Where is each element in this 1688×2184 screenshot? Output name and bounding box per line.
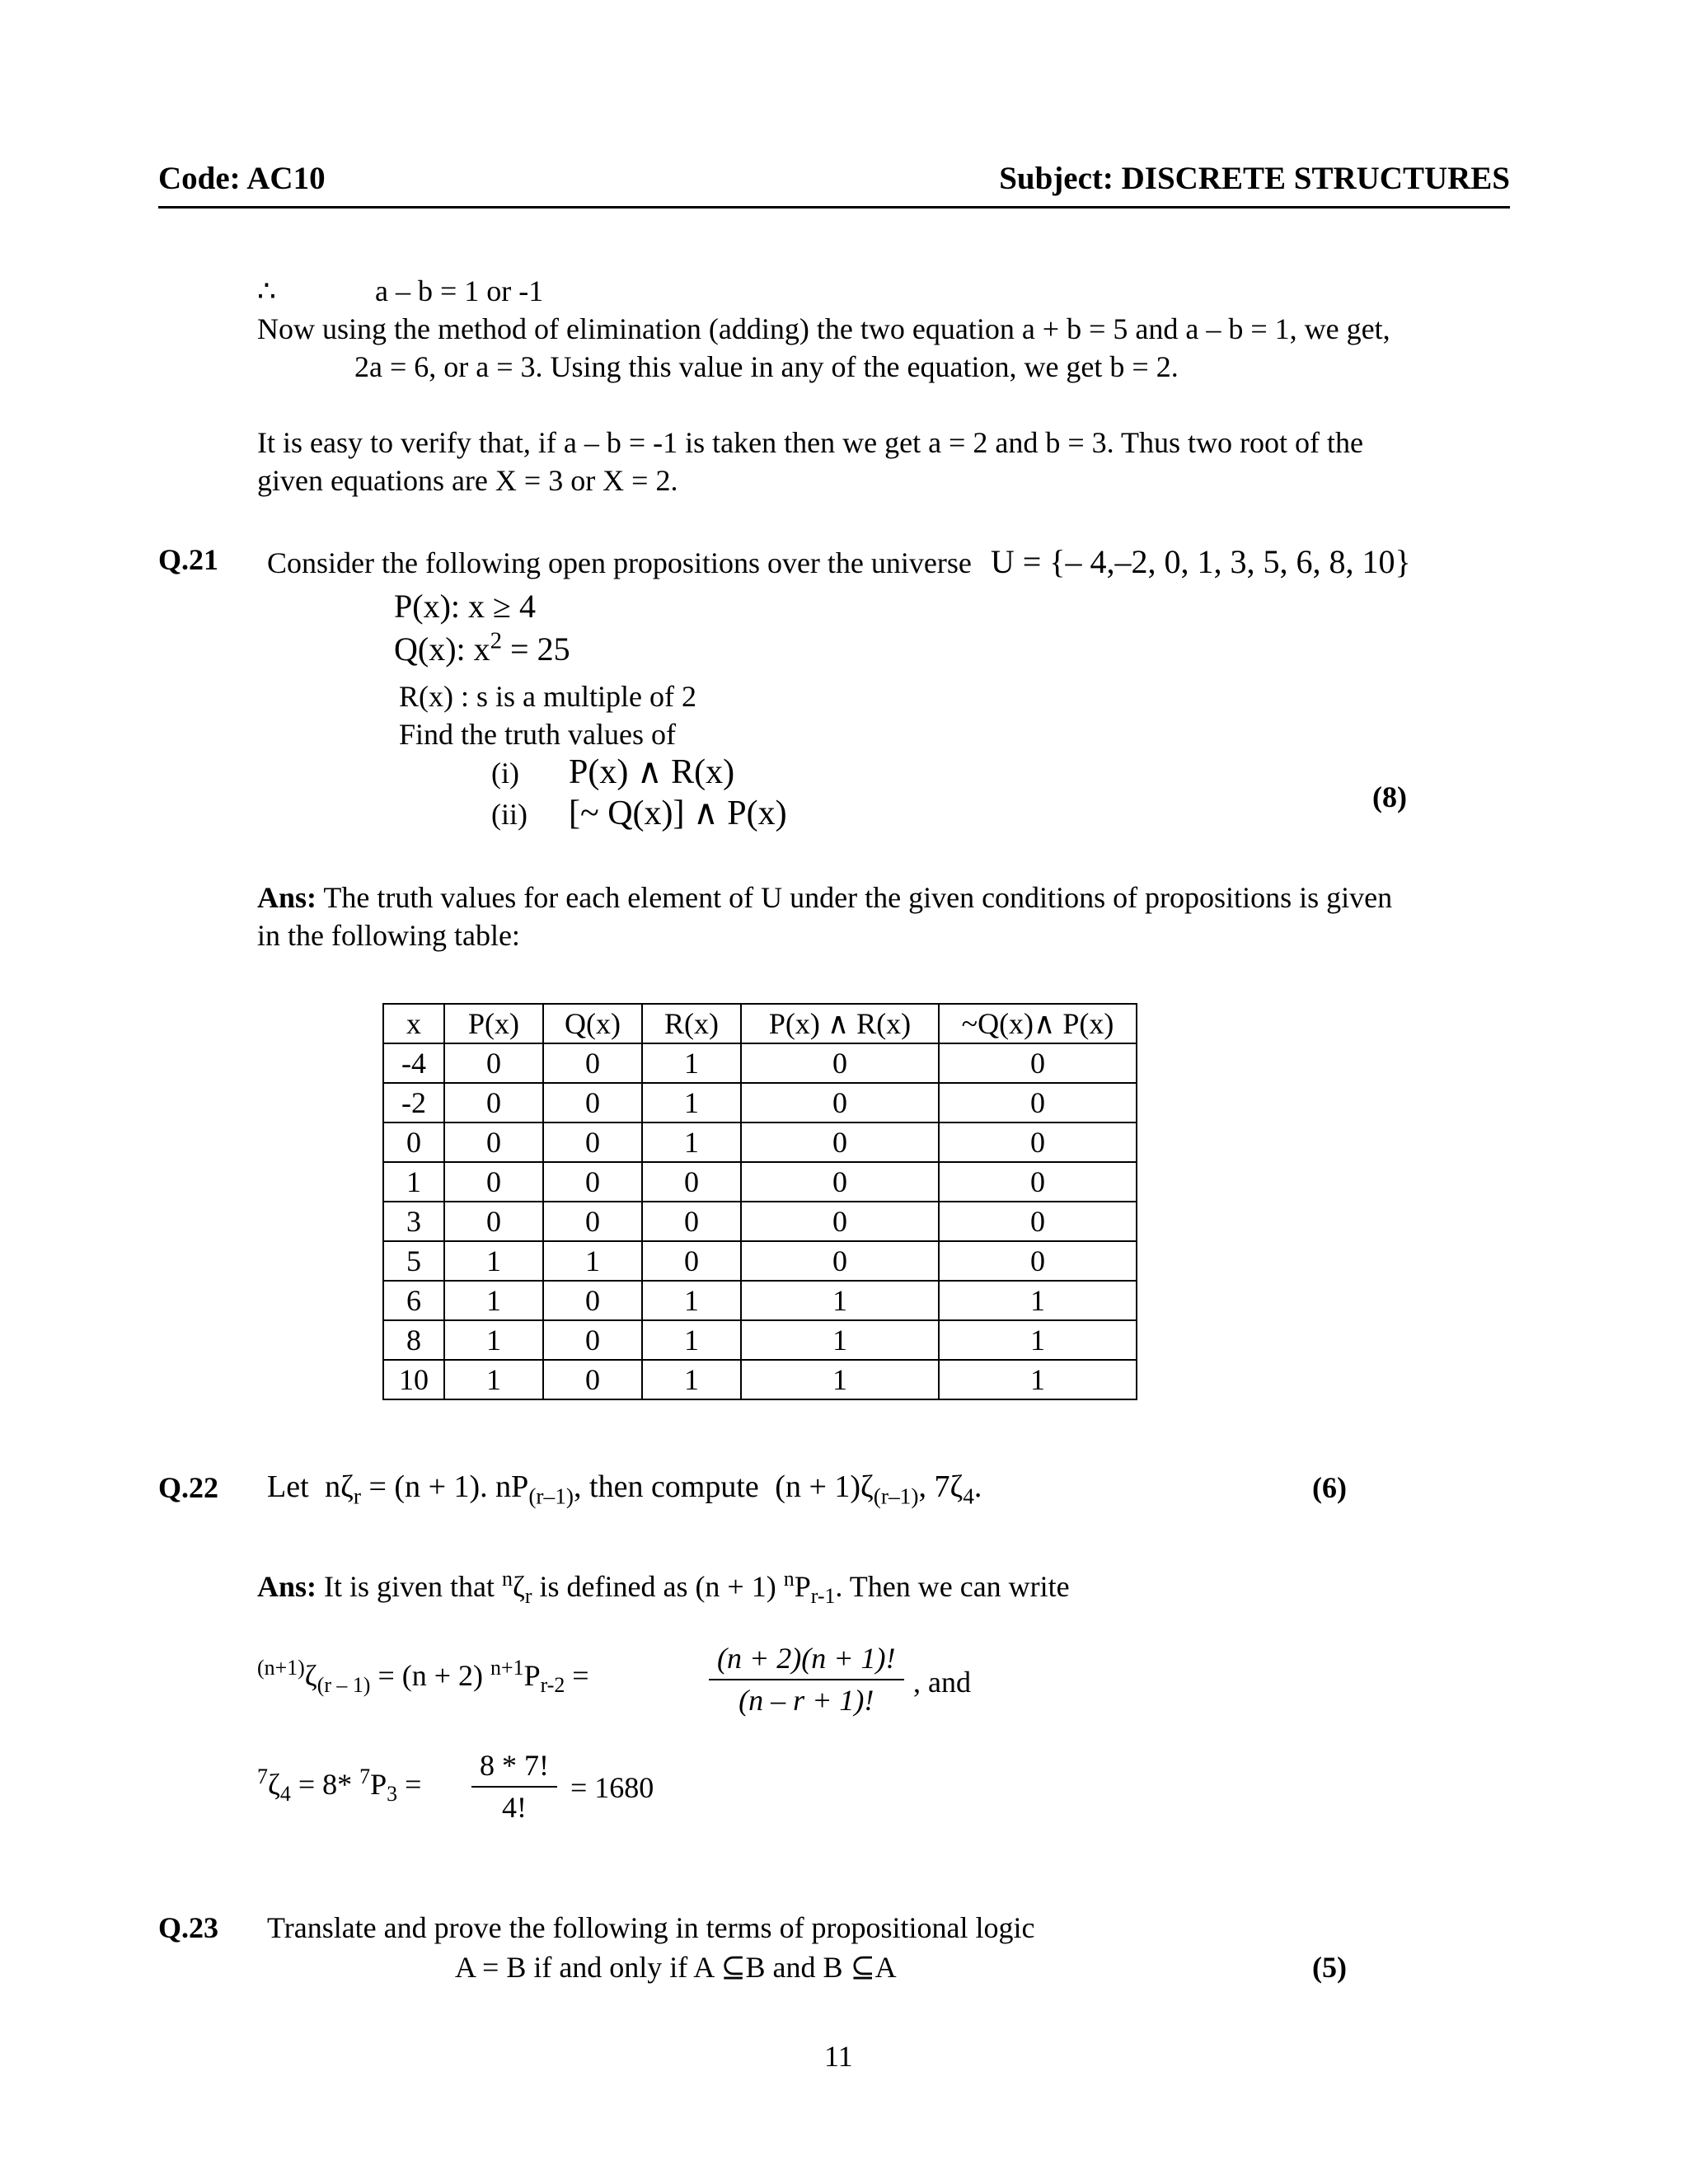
subscript: (r – 1) xyxy=(316,1673,371,1698)
header-rule xyxy=(158,206,1510,209)
fraction-numerator: (n + 2)(n + 1)! xyxy=(709,1638,904,1680)
equation-one xyxy=(257,1656,589,1698)
then-compute: , then compute xyxy=(574,1469,759,1504)
expression-ii: [~ Q(x)] ∧ P(x) xyxy=(569,794,787,832)
question-text: Translate and prove the following in terms of propositional logic xyxy=(267,1911,1035,1944)
compute-term: , 7ζ xyxy=(918,1469,964,1504)
superscript: n xyxy=(783,1567,795,1591)
instruction-text: Find the truth values of xyxy=(399,718,676,751)
table-cell: 1 xyxy=(939,1320,1137,1360)
subject-title: Subject: DISCRETE STRUCTURES xyxy=(999,161,1510,196)
subscript: 3 xyxy=(387,1782,398,1807)
table-cell: 1 xyxy=(642,1320,741,1360)
zeta-symbol: ζ xyxy=(512,1570,525,1603)
question-statement: Consider the following open propositions over the universe xyxy=(267,546,972,579)
table-cell: 0 xyxy=(444,1122,543,1162)
answer-body: It is given that xyxy=(316,1570,502,1603)
table-cell: 1 xyxy=(444,1241,543,1281)
subscript: 4 xyxy=(279,1782,291,1807)
answer-text xyxy=(257,1567,1070,1609)
proposition-p: P(x): x ≥ 4 xyxy=(394,588,536,625)
paragraph-line: It is easy to verify that, if a – b = -1 is taken then we get a = 2 and b = 3. Thus two root of the xyxy=(257,426,1363,459)
table-cell: 0 xyxy=(543,1281,642,1320)
table-row xyxy=(383,1320,1137,1360)
paragraph-line: given equations are X = 3 or X = 2. xyxy=(257,464,678,497)
fraction-body xyxy=(471,1746,557,1827)
equation-two xyxy=(257,1765,422,1807)
fraction-denominator: 4! xyxy=(502,1790,527,1824)
table-cell: 0 xyxy=(939,1083,1137,1122)
table-header-row xyxy=(383,1004,1137,1043)
question-text xyxy=(267,1467,982,1507)
permutation-symbol: P xyxy=(370,1768,387,1801)
therefore-symbol: ∴ xyxy=(257,274,276,307)
subscript: r-2 xyxy=(540,1673,565,1698)
table-cell: 0 xyxy=(642,1162,741,1202)
table-cell: 1 xyxy=(939,1360,1137,1399)
universe-set: U = {– 4,–2, 0, 1, 3, 5, 6, 8, 10} xyxy=(990,543,1411,580)
table-cell: 0 xyxy=(741,1122,939,1162)
table-cell: 1 xyxy=(642,1043,741,1083)
table-row xyxy=(383,1043,1137,1083)
table-cell: 0 xyxy=(543,1320,642,1360)
table-cell: -4 xyxy=(383,1043,444,1083)
table-row xyxy=(383,1162,1137,1202)
proposition-r: R(x) : s is a multiple of 2 xyxy=(399,680,696,713)
table-cell: 0 xyxy=(741,1241,939,1281)
column-header: P(x) ∧ R(x) xyxy=(741,1004,939,1043)
answer-label: Ans: xyxy=(257,1570,317,1603)
table-cell: 0 xyxy=(741,1083,939,1122)
superscript: n xyxy=(502,1567,513,1591)
table-cell: 0 xyxy=(939,1162,1137,1202)
proposition-q-base: Q(x): x xyxy=(394,630,490,668)
equals-sign: = xyxy=(565,1659,589,1692)
answer-label: Ans: xyxy=(257,881,317,914)
table-cell: 0 xyxy=(383,1122,444,1162)
table-cell: 1 xyxy=(741,1281,939,1320)
question-text xyxy=(267,541,1411,583)
table-cell: 0 xyxy=(543,1122,642,1162)
table-cell: -2 xyxy=(383,1083,444,1122)
question-number: Q.23 xyxy=(158,1911,219,1944)
superscript: n+1 xyxy=(490,1656,524,1680)
table-cell: 0 xyxy=(741,1202,939,1241)
table-cell: 0 xyxy=(543,1083,642,1122)
column-header: Q(x) xyxy=(543,1004,642,1043)
table-cell: 1 xyxy=(642,1083,741,1122)
item-label: (i) xyxy=(491,757,519,790)
equals-sign: = xyxy=(397,1768,422,1801)
table-cell: 0 xyxy=(444,1043,543,1083)
table-row xyxy=(383,1360,1137,1399)
table-cell: 1 xyxy=(642,1360,741,1399)
column-header: x xyxy=(383,1004,444,1043)
column-header: R(x) xyxy=(642,1004,741,1043)
table-cell: 0 xyxy=(543,1043,642,1083)
result-value: = 1680 xyxy=(570,1771,654,1804)
statement-text: A = B if and only if A ⊆B and B ⊆A xyxy=(455,1951,897,1984)
equation-a-minus-b: a – b = 1 or -1 xyxy=(375,274,544,307)
table-cell: 1 xyxy=(741,1360,939,1399)
superscript: 7 xyxy=(257,1765,268,1788)
table-row xyxy=(383,1202,1137,1241)
definition-lhs: nζ xyxy=(325,1469,354,1504)
table-cell: 0 xyxy=(444,1202,543,1241)
subscript: (r–1) xyxy=(873,1483,919,1509)
subscript: r xyxy=(353,1483,361,1509)
permutation-symbol: P xyxy=(523,1659,541,1692)
question-number: Q.21 xyxy=(158,543,219,576)
permutation-symbol: P xyxy=(794,1570,811,1603)
answer-body: The truth values for each element of U under the given conditions of propositions is given xyxy=(316,881,1393,914)
subscript: (r–1) xyxy=(528,1483,574,1509)
table-cell: 5 xyxy=(383,1241,444,1281)
answer-text: in the following table: xyxy=(257,919,520,952)
column-header: P(x) xyxy=(444,1004,543,1043)
fraction-body xyxy=(709,1638,904,1720)
table-cell: 8 xyxy=(383,1320,444,1360)
question-number: Q.22 xyxy=(158,1471,219,1504)
table-cell: 0 xyxy=(543,1360,642,1399)
zeta-symbol: ζ xyxy=(267,1768,280,1801)
table-row xyxy=(383,1083,1137,1122)
table-cell: 0 xyxy=(642,1241,741,1281)
table-cell: 0 xyxy=(543,1202,642,1241)
page-number: 11 xyxy=(824,2040,853,2073)
table-cell: 6 xyxy=(383,1281,444,1320)
table-cell: 0 xyxy=(939,1122,1137,1162)
table-cell: 0 xyxy=(939,1043,1137,1083)
table-cell: 3 xyxy=(383,1202,444,1241)
table-cell: 0 xyxy=(741,1043,939,1083)
answer-body: is defined as (n + 1) xyxy=(532,1570,784,1603)
expression-i: P(x) ∧ R(x) xyxy=(569,753,735,791)
subscript: 4 xyxy=(963,1483,974,1509)
table-cell: 1 xyxy=(939,1281,1137,1320)
table-cell: 1 xyxy=(383,1162,444,1202)
paragraph-line: 2a = 6, or a = 3. Using this value in any of the equation, we get b = 2. xyxy=(354,350,1179,383)
period: . xyxy=(973,1469,982,1504)
table-row xyxy=(383,1122,1137,1162)
table-cell: 0 xyxy=(444,1162,543,1202)
answer-body: . Then we can write xyxy=(835,1570,1070,1603)
table-row xyxy=(383,1241,1137,1281)
table-cell: 1 xyxy=(444,1320,543,1360)
table-cell: 0 xyxy=(444,1083,543,1122)
paragraph-line: Now using the method of elimination (adding) the two equation a + b = 5 and a – b = 1, we get, xyxy=(257,312,1390,345)
let-word: Let xyxy=(267,1469,309,1504)
table-cell: 1 xyxy=(741,1320,939,1360)
equation-text: = 8* xyxy=(290,1768,360,1801)
table-cell: 1 xyxy=(543,1241,642,1281)
exponent: 2 xyxy=(490,627,503,654)
marks-badge: (5) xyxy=(1312,1951,1347,1984)
subscript: r xyxy=(524,1584,532,1609)
column-header: ~Q(x)∧ P(x) xyxy=(939,1004,1137,1043)
superscript: 7 xyxy=(359,1765,371,1788)
table-row xyxy=(383,1281,1137,1320)
subscript: r-1 xyxy=(810,1584,836,1609)
definition-rhs: = (n + 1). nP xyxy=(361,1469,529,1504)
marks-badge: (6) xyxy=(1312,1471,1347,1504)
fraction xyxy=(471,1746,557,1827)
truth-table xyxy=(382,1003,1137,1400)
equation-text: = (n + 2) xyxy=(370,1659,491,1692)
table-cell: 1 xyxy=(444,1281,543,1320)
table-cell: 0 xyxy=(939,1202,1137,1241)
fraction-denominator: (n – r + 1)! xyxy=(738,1683,874,1717)
exam-code: Code: AC10 xyxy=(158,161,326,196)
table-cell: 0 xyxy=(741,1162,939,1202)
table-cell: 10 xyxy=(383,1360,444,1399)
item-label: (ii) xyxy=(491,798,528,831)
proposition-q xyxy=(394,628,570,671)
compute-term: (n + 1)ζ xyxy=(775,1469,874,1504)
table-cell: 0 xyxy=(642,1202,741,1241)
fraction-numerator: 8 * 7! xyxy=(471,1746,557,1788)
answer-text xyxy=(257,879,1392,917)
and-word: , and xyxy=(913,1666,971,1699)
zeta-symbol: ζ xyxy=(304,1659,317,1692)
table-cell: 0 xyxy=(543,1162,642,1202)
superscript: (n+1) xyxy=(257,1656,305,1680)
proposition-q-rhs: = 25 xyxy=(502,630,570,668)
marks-badge: (8) xyxy=(1372,780,1407,813)
table-cell: 1 xyxy=(444,1360,543,1399)
table-cell: 0 xyxy=(939,1241,1137,1281)
table-cell: 1 xyxy=(642,1122,741,1162)
table-cell: 1 xyxy=(642,1281,741,1320)
fraction xyxy=(709,1638,904,1720)
